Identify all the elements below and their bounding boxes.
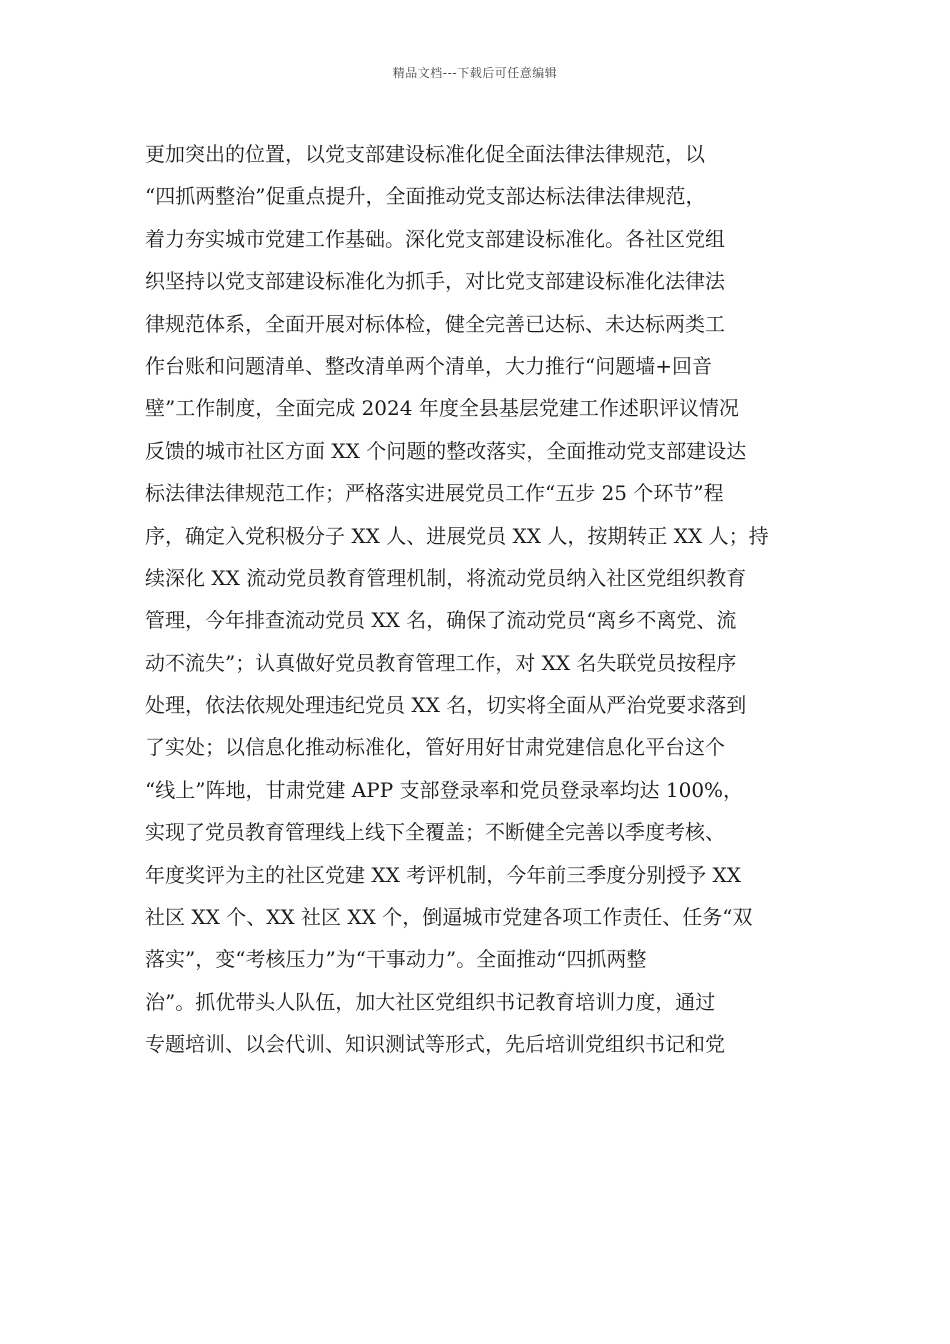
text-line: 序，确定入党积极分子 XX 人、进展党员 XX 人，按期转正 XX 人；持 bbox=[145, 523, 769, 548]
text-line: “线上”阵地，甘肃党建 APP 支部登录率和党员登录率均达 100%， bbox=[145, 777, 744, 802]
text-line: “四抓两整治”促重点提升，全面推动党支部达标法律法律规范， bbox=[145, 184, 706, 209]
text-line: 处理，依法依规处理违纪党员 XX 名，切实将全面从严治党要求落到 bbox=[145, 693, 747, 718]
text-line: 治”。抓优带头人队伍，加大社区党组织书记教育培训力度，通过 bbox=[145, 989, 716, 1014]
text-line: 织坚持以党支部建设标准化为抓手，对比党支部建设标准化法律法 bbox=[145, 269, 725, 294]
text-line: 标法律法律规范工作；严格落实进展党员工作“五步 25 个环节”程 bbox=[145, 481, 724, 506]
text-line: 更加突出的位置，以党支部建设标准化促全面法律法律规范，以 bbox=[145, 142, 705, 166]
page-header: 精品文档---下载后可任意编辑 bbox=[392, 66, 558, 80]
text-line: 作台账和问题清单、整改清单两个清单，大力推行“问题墙+回音 bbox=[145, 353, 712, 378]
text-line: 管理，今年排查流动党员 XX 名，确保了流动党员“离乡不离党、流 bbox=[145, 608, 737, 633]
text-line: 年度奖评为主的社区党建 XX 考评机制，今年前三季度分别授予 XX bbox=[145, 862, 742, 887]
text-line: 实现了党员教育管理线上线下全覆盖；不断健全完善以季度考核、 bbox=[145, 820, 725, 845]
text-line: 反馈的城市社区方面 XX 个问题的整改落实，全面推动党支部建设达 bbox=[145, 438, 747, 463]
text-line: 落实”，变“考核压力”为“干事动力”。全面推动“四抓两整 bbox=[145, 947, 647, 972]
text-line: 动不流失”；认真做好党员教育管理工作，对 XX 名失联党员按程序 bbox=[145, 650, 737, 675]
text-line: 续深化 XX 流动党员教育管理机制，将流动党员纳入社区党组织教育 bbox=[145, 565, 747, 590]
text-line: 壁”工作制度，全面完成 2024 年度全县基层党建工作述职评议情况 bbox=[145, 396, 739, 421]
body-paragraph bbox=[145, 133, 810, 1066]
text-line: 着力夯实城市党建工作基础。深化党支部建设标准化。各社区党组 bbox=[145, 226, 725, 251]
text-line: 专题培训、以会代训、知识测试等形式，先后培训党组织书记和党 bbox=[145, 1032, 725, 1057]
text-line: 律规范体系，全面开展对标体检，健全完善已达标、未达标两类工 bbox=[145, 311, 725, 336]
text-line: 了实处；以信息化推动标准化，管好用好甘肃党建信息化平台这个 bbox=[145, 735, 725, 760]
text-line: 社区 XX 个、XX 社区 XX 个，倒逼城市党建各项工作责任、任务“双 bbox=[145, 905, 753, 930]
